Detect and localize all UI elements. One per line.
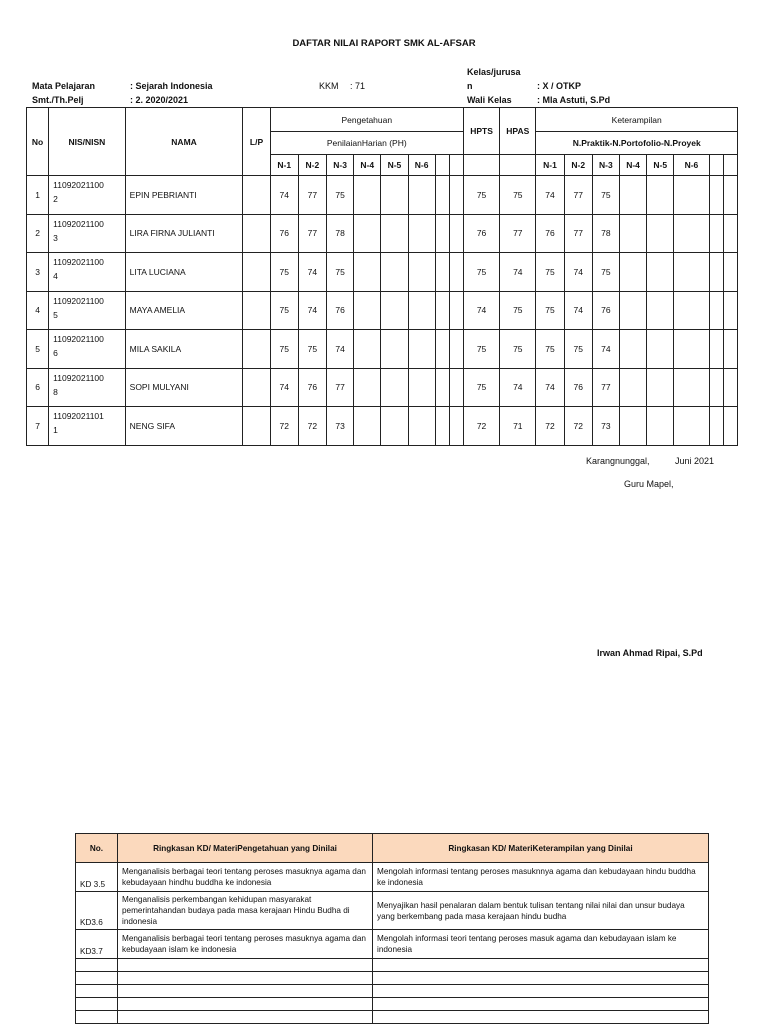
cell-ph-n3: 78 <box>327 214 354 253</box>
cell-ph-n1: 76 <box>270 214 298 253</box>
cell-ket-n2: 77 <box>564 176 592 215</box>
cell-ket-n5 <box>647 330 674 369</box>
kd-cell-keterampilan: Menyajikan hasil penalaran dalam bentuk tulisan tentang nilai nilai dan unsur budaya yang berkembang pada masa kerajaan hindu budha <box>373 892 709 930</box>
cell-ket-n2: 74 <box>564 291 592 330</box>
kd-empty-cell <box>76 1011 118 1024</box>
cell-no: 3 <box>27 253 49 292</box>
cell-ph-n6 <box>408 253 435 292</box>
cell-ket-n1: 74 <box>536 176 564 215</box>
cell-ph-extra <box>449 407 463 446</box>
signature-place: Karangnunggal, <box>586 456 650 466</box>
ph-n2-header: N-2 <box>298 155 326 176</box>
cell-nama: LITA LUCIANA <box>125 253 243 292</box>
cell-ph-n4 <box>354 214 381 253</box>
ket-extra-header <box>709 155 723 176</box>
cell-hpts: 75 <box>463 253 499 292</box>
cell-ph-n2: 77 <box>298 176 326 215</box>
cell-ket-n1: 74 <box>536 368 564 407</box>
nis-line-2: 8 <box>53 386 58 397</box>
cell-ket-n6 <box>674 253 709 292</box>
cell-ket-n5 <box>647 368 674 407</box>
cell-ph-extra <box>435 176 449 215</box>
kd-empty-cell <box>76 959 118 972</box>
nis-line-1: 11092021100 <box>53 295 104 306</box>
hpas-header: HPAS <box>500 108 536 155</box>
table-row <box>27 176 738 215</box>
ph-n6-header: N-6 <box>408 155 435 176</box>
cell-ket-n5 <box>647 176 674 215</box>
nis-line-2: 6 <box>53 348 58 358</box>
kd-cell-no: KD 3.5 <box>76 863 118 892</box>
cell-ph-n6 <box>408 214 435 253</box>
nis-line-2: 2 <box>53 194 58 204</box>
cell-ph-n6 <box>408 368 435 407</box>
ket-extra-header <box>723 155 737 176</box>
cell-lp <box>243 214 270 253</box>
cell-ket-n6 <box>674 368 709 407</box>
cell-ph-n3: 74 <box>327 330 354 369</box>
hpts-sub-header <box>463 155 499 176</box>
cell-ph-n5 <box>381 330 408 369</box>
cell-ph-extra <box>449 291 463 330</box>
cell-hpts: 74 <box>463 291 499 330</box>
ph-n1-header: N-1 <box>270 155 298 176</box>
kd-table <box>75 833 709 1024</box>
penilaian-harian-header: PenilaianHarian (PH) <box>270 132 463 155</box>
keterampilan-sub-header: N.Praktik-N.Portofolio-N.Proyek <box>536 132 738 155</box>
cell-ket-extra <box>723 368 737 407</box>
cell-ph-n5 <box>381 253 408 292</box>
nis-line-1: 11092021100 <box>53 334 104 344</box>
kd-cell-pengetahuan: Menganalisis perkembangan kehidupan masyarakat pemerintahandan budaya pada masa kerajaan Hindu Budha di indonesia <box>118 892 373 930</box>
kd-col-pengetahuan-header: Ringkasan KD/ MateriPengetahuan yang Dinilai <box>118 834 373 863</box>
ket-n4-header: N-4 <box>619 155 646 176</box>
nis-line-1: 11092021100 <box>53 180 104 190</box>
ket-n2-header: N-2 <box>564 155 592 176</box>
cell-ph-extra <box>435 214 449 253</box>
cell-ket-n1: 75 <box>536 253 564 292</box>
cell-nama: EPIN PEBRIANTI <box>125 176 243 215</box>
cell-ket-n5 <box>647 291 674 330</box>
kelas-value: : X / OTKP <box>537 81 582 91</box>
cell-ph-n2: 72 <box>298 407 326 446</box>
cell-ket-n2: 77 <box>564 214 592 253</box>
cell-no: 2 <box>27 214 49 253</box>
nis-line-1: 11092021101 <box>53 411 104 421</box>
table-row <box>27 214 738 253</box>
hpas-sub-header <box>500 155 536 176</box>
kd-empty-cell <box>76 998 118 1011</box>
cell-ket-n3: 74 <box>592 330 619 369</box>
cell-ket-extra <box>723 253 737 292</box>
nis-line-1: 11092021100 <box>53 218 104 229</box>
kd-empty-row <box>76 998 709 1011</box>
cell-ph-n4 <box>354 253 381 292</box>
cell-hpts: 75 <box>463 176 499 215</box>
cell-ph-extra <box>435 330 449 369</box>
cell-ph-n6 <box>408 176 435 215</box>
cell-ket-extra <box>709 214 723 253</box>
cell-ket-extra <box>709 407 723 446</box>
cell-ket-n5 <box>647 214 674 253</box>
cell-lp <box>243 176 270 215</box>
keterampilan-header: Keterampilan <box>536 108 738 132</box>
kd-empty-cell <box>118 998 373 1011</box>
smt-value: : 2. 2020/2021 <box>130 95 189 105</box>
col-nis-header: NIS/NISN <box>49 108 126 176</box>
col-no-header: No <box>27 108 49 176</box>
cell-ph-n3: 75 <box>327 253 354 292</box>
cell-ket-n2: 74 <box>564 253 592 292</box>
cell-lp <box>243 291 270 330</box>
nis-line-2: 3 <box>53 232 58 243</box>
cell-ph-extra <box>435 291 449 330</box>
cell-ph-n1: 75 <box>270 291 298 330</box>
cell-ket-extra <box>709 368 723 407</box>
cell-hpas: 71 <box>500 407 536 446</box>
nis-line-2: 4 <box>53 271 58 281</box>
ph-extra-header <box>435 155 449 176</box>
ph-n4-header: N-4 <box>354 155 381 176</box>
kd-empty-cell <box>373 998 709 1011</box>
cell-ph-n2: 74 <box>298 253 326 292</box>
kd-col-no-header: No. <box>76 834 118 863</box>
table-row <box>27 330 738 369</box>
cell-ket-n4 <box>619 291 646 330</box>
cell-ket-n4 <box>619 253 646 292</box>
cell-ph-n3: 73 <box>327 407 354 446</box>
kd-empty-row <box>76 959 709 972</box>
cell-ket-n4 <box>619 176 646 215</box>
kd-empty-cell <box>373 985 709 998</box>
nis-line-1: 11092021100 <box>53 372 104 383</box>
cell-ph-n4 <box>354 368 381 407</box>
cell-no: 1 <box>27 176 49 215</box>
wali-label: Wali Kelas <box>467 95 512 105</box>
cell-ph-n6 <box>408 330 435 369</box>
cell-ket-extra <box>723 176 737 215</box>
ket-n6-header: N-6 <box>674 155 709 176</box>
cell-ket-extra <box>709 330 723 369</box>
cell-ph-n4 <box>354 291 381 330</box>
page-title: DAFTAR NILAI RAPORT SMK AL-AFSAR <box>292 38 476 49</box>
kd-empty-cell <box>76 985 118 998</box>
kd-row <box>76 892 709 930</box>
cell-ket-n3: 75 <box>592 176 619 215</box>
smt-label: Smt./Th.Pelj <box>32 95 84 105</box>
nis-line-2: 1 <box>53 425 58 435</box>
nis-line-2: 5 <box>53 309 58 320</box>
cell-ket-n3: 75 <box>592 253 619 292</box>
cell-nis <box>49 291 126 330</box>
cell-ket-n1: 72 <box>536 407 564 446</box>
kd-empty-cell <box>118 985 373 998</box>
cell-ph-extra <box>435 253 449 292</box>
ph-n3-header: N-3 <box>327 155 354 176</box>
kd-cell-keterampilan: Mengolah informasi tentang peroses masuknnya agama dan kebudayaan hindu buddha ke indonesia <box>373 863 709 892</box>
kd-cell-keterampilan: Mengolah informasi teori tentang peroses masuk agama dan kebudayaan islam ke indonesia <box>373 930 709 959</box>
kd-empty-cell <box>373 959 709 972</box>
cell-ket-n6 <box>674 176 709 215</box>
cell-no: 7 <box>27 407 49 446</box>
col-nama-header: NAMA <box>125 108 243 176</box>
kd-empty-cell <box>118 1011 373 1024</box>
cell-ket-n3: 78 <box>592 214 619 253</box>
cell-nama: NENG SIFA <box>125 407 243 446</box>
kd-row <box>76 863 709 892</box>
kd-row <box>76 930 709 959</box>
cell-ph-n1: 72 <box>270 407 298 446</box>
cell-ket-n6 <box>674 291 709 330</box>
cell-nis <box>49 330 126 369</box>
cell-hpas: 74 <box>500 368 536 407</box>
table-row <box>27 253 738 292</box>
cell-ph-n4 <box>354 176 381 215</box>
cell-ph-n4 <box>354 330 381 369</box>
cell-hpts: 76 <box>463 214 499 253</box>
ket-n1-header: N-1 <box>536 155 564 176</box>
signature-role: Guru Mapel, <box>624 479 674 489</box>
cell-nis <box>49 368 126 407</box>
cell-ket-n4 <box>619 214 646 253</box>
cell-ph-n1: 75 <box>270 330 298 369</box>
kd-col-keterampilan-header: Ringkasan KD/ MateriKeterampilan yang Dinilai <box>373 834 709 863</box>
cell-hpts: 72 <box>463 407 499 446</box>
signature-name: Irwan Ahmad Ripai, S.Pd <box>597 648 703 658</box>
cell-hpas: 75 <box>500 330 536 369</box>
cell-ket-n6 <box>674 214 709 253</box>
cell-ph-n3: 76 <box>327 291 354 330</box>
ket-n3-header: N-3 <box>592 155 619 176</box>
ph-extra-header <box>449 155 463 176</box>
cell-no: 5 <box>27 330 49 369</box>
cell-ph-extra <box>449 253 463 292</box>
cell-ket-extra <box>709 291 723 330</box>
kd-empty-cell <box>76 972 118 985</box>
cell-ph-n5 <box>381 291 408 330</box>
mapel-value: : Sejarah Indonesia <box>130 81 213 91</box>
cell-ph-extra <box>449 368 463 407</box>
cell-ket-n4 <box>619 407 646 446</box>
kelas-label-line1: Kelas/jurusa <box>467 67 521 77</box>
cell-ph-n2: 74 <box>298 291 326 330</box>
cell-ket-extra <box>723 214 737 253</box>
mapel-label: Mata Pelajaran <box>32 81 96 91</box>
ket-n5-header: N-5 <box>647 155 674 176</box>
cell-ket-n3: 77 <box>592 368 619 407</box>
cell-ph-extra <box>435 368 449 407</box>
cell-ph-extra <box>449 330 463 369</box>
table-row <box>27 291 738 330</box>
kd-cell-no: KD3.6 <box>76 892 118 930</box>
cell-ket-extra <box>723 330 737 369</box>
cell-ph-n4 <box>354 407 381 446</box>
cell-ph-n5 <box>381 214 408 253</box>
col-lp-header: L/P <box>243 108 270 176</box>
cell-ket-n5 <box>647 253 674 292</box>
cell-ket-n5 <box>647 407 674 446</box>
cell-lp <box>243 368 270 407</box>
cell-ph-extra <box>435 407 449 446</box>
cell-ket-n2: 76 <box>564 368 592 407</box>
kd-empty-row <box>76 972 709 985</box>
cell-nama: LIRA FIRNA JULIANTI <box>125 214 243 253</box>
cell-nis <box>49 214 126 253</box>
cell-ph-n2: 75 <box>298 330 326 369</box>
table-row <box>27 407 738 446</box>
cell-nis <box>49 407 126 446</box>
cell-ph-n1: 74 <box>270 176 298 215</box>
cell-nama: SOPI MULYANI <box>125 368 243 407</box>
cell-hpts: 75 <box>463 368 499 407</box>
cell-ph-extra <box>449 214 463 253</box>
cell-ket-n6 <box>674 330 709 369</box>
cell-ket-n4 <box>619 368 646 407</box>
pengetahuan-header: Pengetahuan <box>270 108 463 132</box>
cell-ket-n2: 75 <box>564 330 592 369</box>
cell-ph-n1: 75 <box>270 253 298 292</box>
cell-no: 6 <box>27 368 49 407</box>
cell-ph-n5 <box>381 176 408 215</box>
cell-ph-n5 <box>381 368 408 407</box>
kd-empty-cell <box>118 959 373 972</box>
cell-hpas: 75 <box>500 176 536 215</box>
cell-hpts: 75 <box>463 330 499 369</box>
cell-ket-n3: 76 <box>592 291 619 330</box>
kd-empty-cell <box>373 1011 709 1024</box>
kelas-label-line2: n <box>467 81 473 91</box>
cell-ph-n6 <box>408 407 435 446</box>
cell-ph-n2: 77 <box>298 214 326 253</box>
kkm-value: : 71 <box>350 81 366 91</box>
cell-ket-n1: 75 <box>536 330 564 369</box>
cell-ket-extra <box>709 176 723 215</box>
cell-ket-n2: 72 <box>564 407 592 446</box>
nis-line-1: 11092021100 <box>53 257 104 267</box>
cell-ket-n4 <box>619 330 646 369</box>
cell-ket-extra <box>723 407 737 446</box>
wali-value: : Mla Astuti, S.Pd <box>537 95 611 105</box>
cell-nama: MILA SAKILA <box>125 330 243 369</box>
cell-ket-n6 <box>674 407 709 446</box>
cell-ph-extra <box>449 176 463 215</box>
cell-nis <box>49 253 126 292</box>
cell-ket-n1: 76 <box>536 214 564 253</box>
cell-lp <box>243 330 270 369</box>
ph-n5-header: N-5 <box>381 155 408 176</box>
cell-ph-n3: 77 <box>327 368 354 407</box>
signature-date: Juni 2021 <box>675 456 715 466</box>
table-row <box>27 368 738 407</box>
cell-nis <box>49 176 126 215</box>
hpts-header: HPTS <box>463 108 499 155</box>
cell-hpas: 75 <box>500 291 536 330</box>
cell-ph-n5 <box>381 407 408 446</box>
cell-hpas: 77 <box>500 214 536 253</box>
kd-cell-no: KD3.7 <box>76 930 118 959</box>
cell-ph-n2: 76 <box>298 368 326 407</box>
cell-ph-n1: 74 <box>270 368 298 407</box>
cell-ket-extra <box>709 253 723 292</box>
cell-lp <box>243 407 270 446</box>
grades-table <box>26 107 738 446</box>
cell-ph-n3: 75 <box>327 176 354 215</box>
cell-no: 4 <box>27 291 49 330</box>
kd-empty-cell <box>373 972 709 985</box>
cell-ket-extra <box>723 291 737 330</box>
kd-empty-row <box>76 985 709 998</box>
cell-ph-n6 <box>408 291 435 330</box>
cell-ket-n3: 73 <box>592 407 619 446</box>
cell-hpas: 74 <box>500 253 536 292</box>
cell-nama: MAYA AMELIA <box>125 291 243 330</box>
kd-cell-pengetahuan: Menganalisis berbagai teori tentang peroses masuknya agama dan kebudayaan islam ke indonesia <box>118 930 373 959</box>
kkm-label: KKM <box>319 81 339 91</box>
cell-lp <box>243 253 270 292</box>
cell-ket-n1: 75 <box>536 291 564 330</box>
kd-cell-pengetahuan: Menganalisis berbagai teori tentang peroses masuknya agama dan kebudayaan hindhu buddha ke indonesia <box>118 863 373 892</box>
kd-empty-row <box>76 1011 709 1024</box>
kd-empty-cell <box>118 972 373 985</box>
